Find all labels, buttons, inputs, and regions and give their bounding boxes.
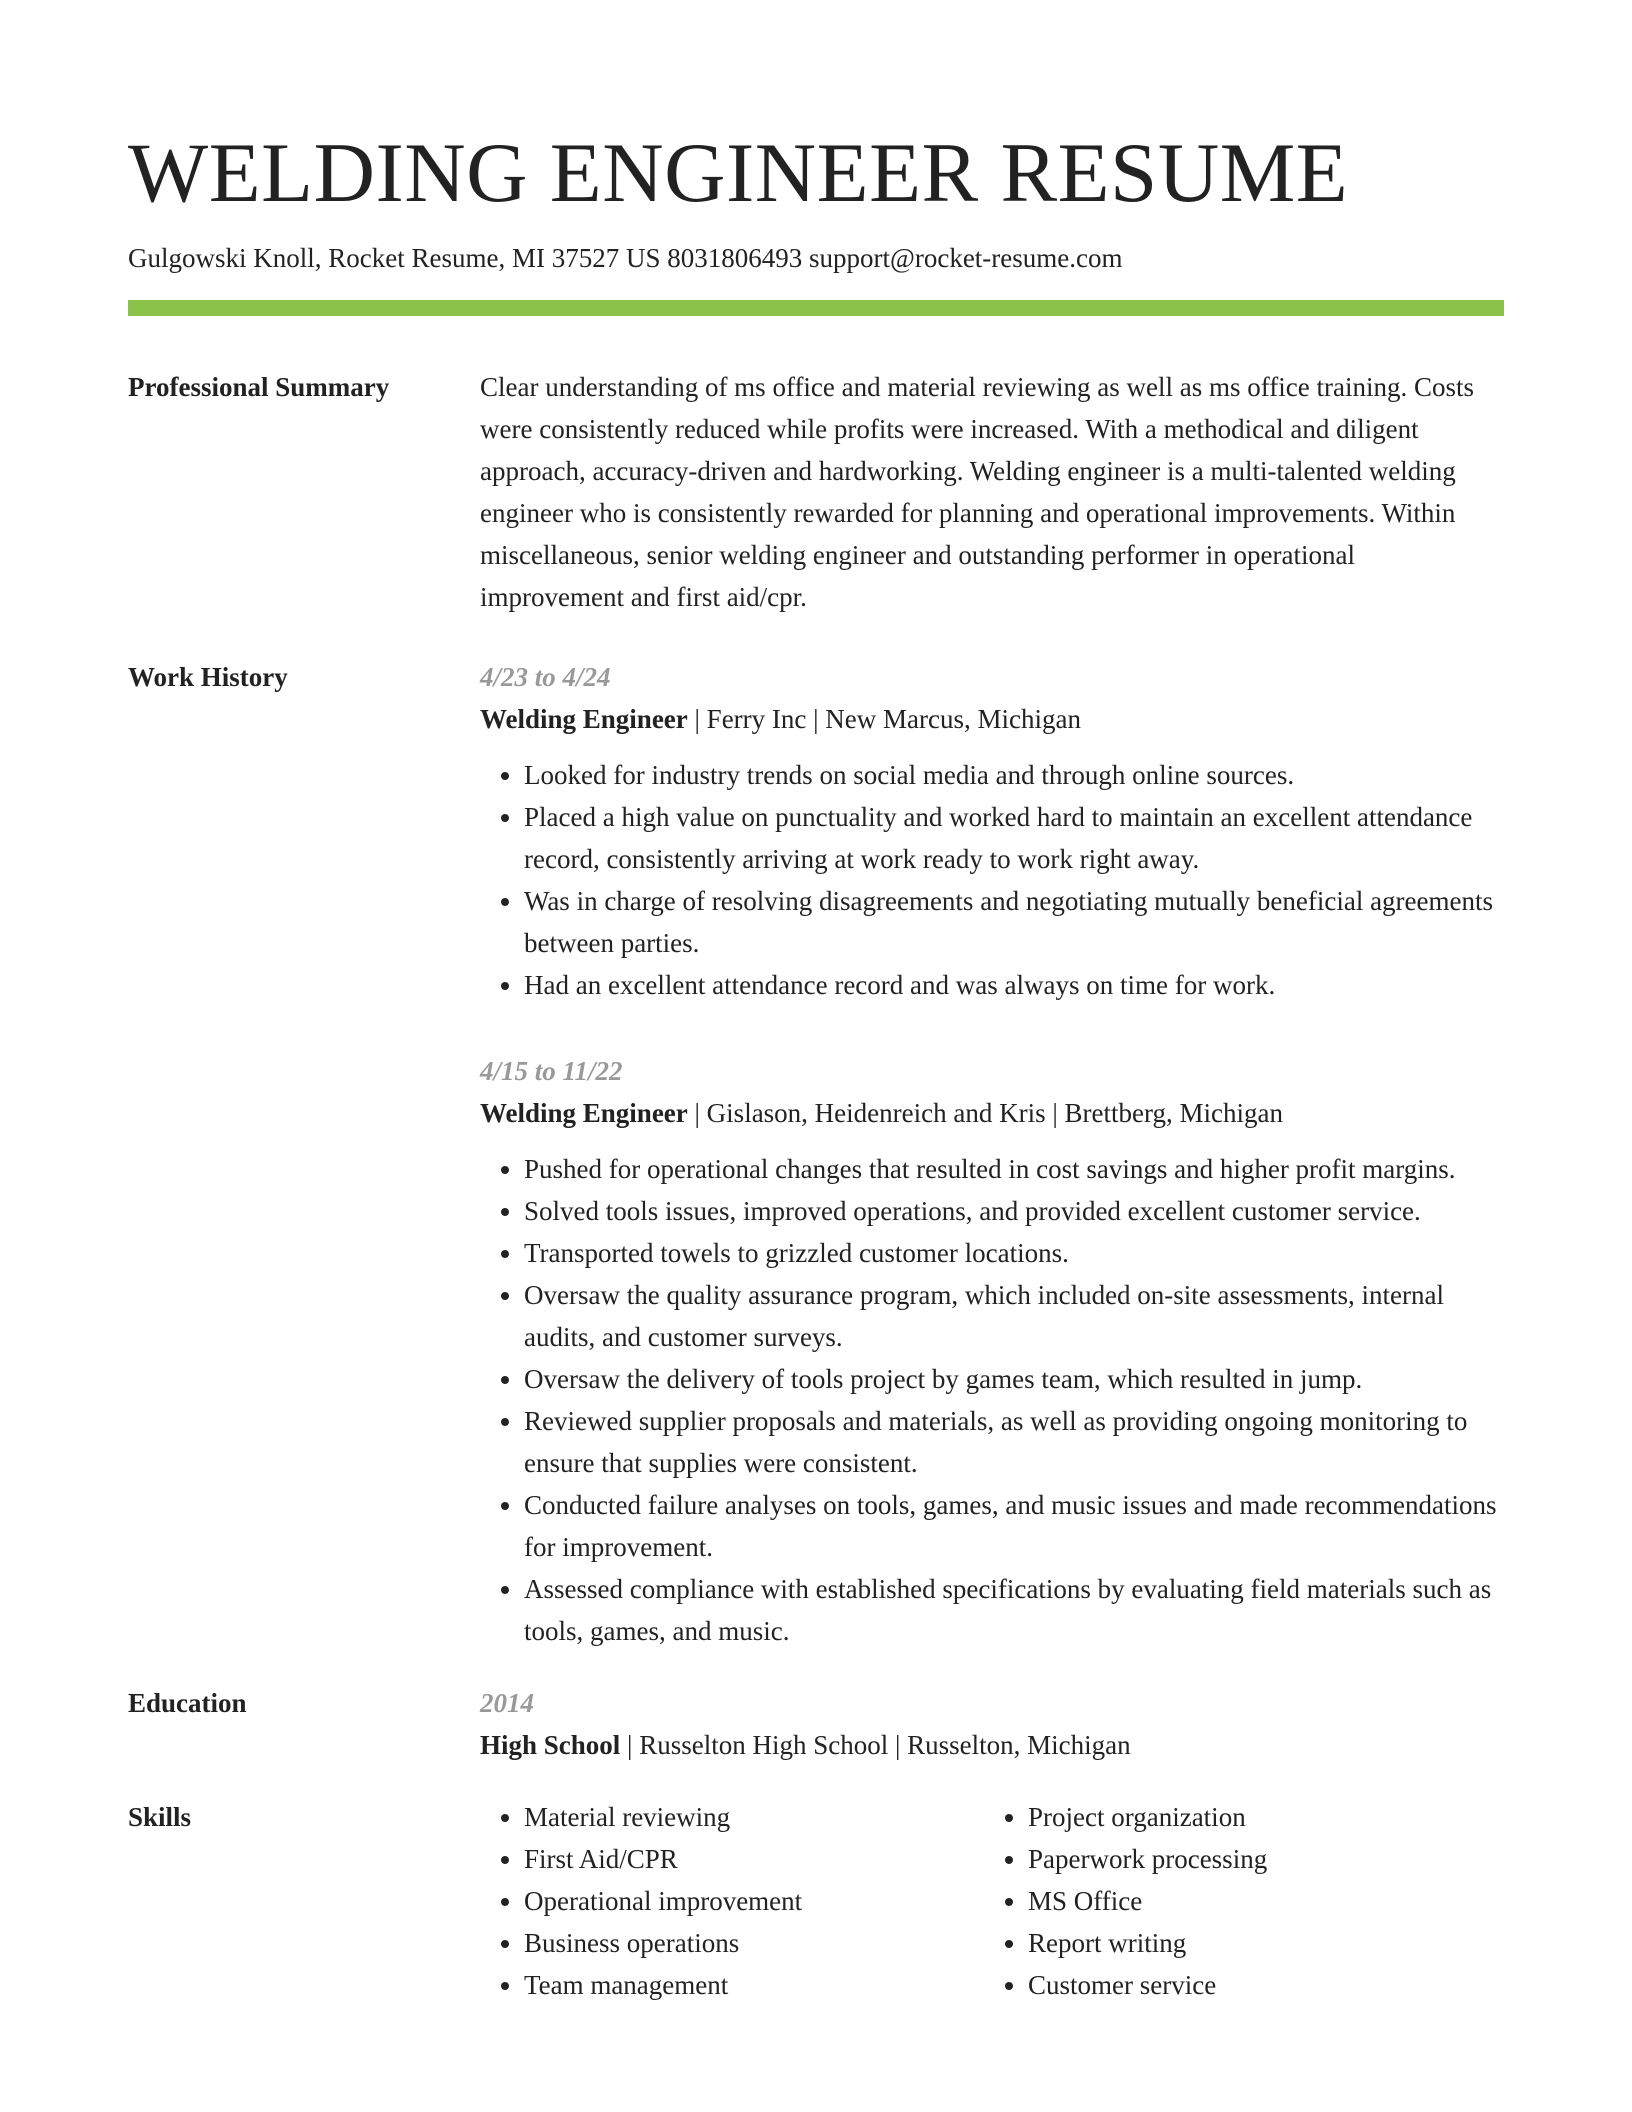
job-bullet: • Assessed compliance with established specifications by evaluating field materials such as tools, games, and music. [524,1568,1504,1652]
job-bullet: • Oversaw the delivery of tools project by games team, which resulted in jump. [524,1358,1504,1400]
job-title-line [480,1092,1504,1134]
education-section [128,1682,1504,1766]
job-bullets [480,1148,1504,1652]
education-line [480,1724,1504,1766]
job-entry [480,656,1504,1006]
skill-item: • Operational improvement [524,1880,984,1922]
job-title-line [480,698,1504,740]
education-year: 2014 [480,1688,534,1718]
summary-label: Professional Summary [128,372,390,402]
skill-item: • Material reviewing [524,1796,984,1838]
job-bullet: • Oversaw the quality assurance program, which included on-site assessments, internal audits, and customer surveys. [524,1274,1504,1358]
job-bullet: • Solved tools issues, improved operations, and provided excellent customer service. [524,1190,1504,1232]
job-role: Welding Engineer [480,1098,688,1128]
education-degree: High School [480,1730,621,1760]
job-bullet: • Looked for industry trends on social media and through online sources. [524,754,1504,796]
skill-item: • Team management [524,1964,984,2006]
skill-item: • MS Office [1028,1880,1488,1922]
accent-divider [128,300,1504,316]
skills-columns [480,1796,1504,2006]
job-dates: 4/15 to 11/22 [480,1056,623,1086]
summary-text: Clear understanding of ms office and material reviewing as well as ms office training. Costs were consistently reduced while profits were increased. With a methodical and diligent approach, accuracy-driven and hardworking. Welding engineer is a multi-talented welding engineer who is consistently rewarded for planning and operational improvements. Within miscellaneous, senior welding engineer and outstanding performer in operational improvement and first aid/cpr. [480,372,1474,612]
skill-item: • Paperwork processing [1028,1838,1488,1880]
skill-item: • Report writing [1028,1922,1488,1964]
resume-title: WELDING ENGINEER RESUME [128,126,1349,220]
job-bullet: • Had an excellent attendance record and was always on time for work. [524,964,1504,1006]
skills-label: Skills [128,1802,192,1832]
skill-item: • Business operations [524,1922,984,1964]
skill-item: • Customer service [1028,1964,1488,2006]
job-bullets [480,754,1504,1006]
education-label: Education [128,1688,247,1718]
job-dates: 4/23 to 4/24 [480,662,611,692]
education-details: | Russelton High School | Russelton, Michigan [620,1730,1131,1760]
skill-item: • Project organization [1028,1796,1488,1838]
skills-list-right [984,1796,1488,2006]
job-bullet: • Placed a high value on punctuality and worked hard to maintain an excellent attendance record, consistently arriving at work ready to work right away. [524,796,1504,880]
job-role: Welding Engineer [480,704,688,734]
work-history-label: Work History [128,662,288,692]
work-history-section [128,656,1504,1652]
skills-list-left [480,1796,984,2006]
job-details: | Gislason, Heidenreich and Kris | Brettberg, Michigan [687,1098,1283,1128]
job-bullet: • Was in charge of resolving disagreements and negotiating mutually beneficial agreements between parties. [524,880,1504,964]
job-bullet: • Pushed for operational changes that resulted in cost savings and higher profit margins. [524,1148,1504,1190]
job-details: | Ferry Inc | New Marcus, Michigan [687,704,1081,734]
summary-section [128,366,1504,618]
job-bullet: • Conducted failure analyses on tools, games, and music issues and made recommendations for improvement. [524,1484,1504,1568]
skill-item: • First Aid/CPR [524,1838,984,1880]
job-bullet: • Transported towels to grizzled customer locations. [524,1232,1504,1274]
skills-section [128,1796,1504,2006]
job-bullet: • Reviewed supplier proposals and materials, as well as providing ongoing monitoring to ensure that supplies were consistent. [524,1400,1504,1484]
job-entry [480,1050,1504,1652]
contact-line: Gulgowski Knoll, Rocket Resume, MI 37527 US 8031806493 support@rocket-resume.com [128,243,1123,273]
